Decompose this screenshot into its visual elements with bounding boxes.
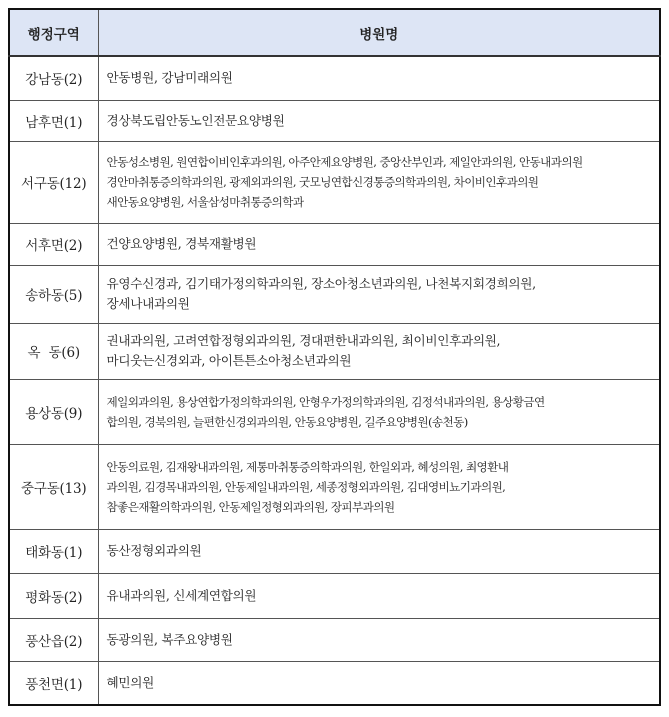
hospital-table (8, 8, 661, 706)
hospital-line: 동산정형외과의원 (106, 543, 202, 558)
region-cell: 평화동(2) (9, 573, 98, 618)
header-row (9, 9, 660, 56)
hospital-line: 안동의료원, 김재왕내과의원, 제통마취통증의학과의원, 한일외과, 혜성의원, 최영환내 (106, 459, 509, 474)
table-row (9, 379, 660, 444)
table-row (9, 529, 660, 573)
table-row (9, 141, 660, 223)
hospital-line: 동광의원, 복주요양병원 (106, 631, 233, 647)
table-row (9, 265, 660, 323)
hospital-line: 참좋은재활의학과의원, 안동제일정형외과의원, 장피부과의원 (106, 499, 395, 514)
hospital-cell (98, 223, 660, 265)
region-cell: 풍산읍(2) (9, 618, 98, 661)
hospital-cell (98, 323, 660, 379)
region-cell: 송하동(5) (9, 265, 98, 323)
region-cell: 풍천면(1) (9, 661, 98, 705)
region-cell: 옥 동(6) (9, 323, 98, 379)
table-row (9, 618, 660, 661)
hospital-cell (98, 618, 660, 661)
hospital-cell (98, 100, 660, 141)
region-cell: 용상동(9) (9, 379, 98, 444)
hospital-cell (98, 265, 660, 323)
hospital-cell (98, 444, 660, 529)
region-cell: 서구동(12) (9, 141, 98, 223)
region-cell: 서후면(2) (9, 223, 98, 265)
table-row (9, 223, 660, 265)
hospital-line: 혜민의원 (106, 674, 154, 690)
hospital-line: 경안마취통증의학과의원, 광제외과의원, 굿모닝연합신경통증의학과의원, 차이비인후과의원 (106, 175, 539, 189)
hospital-line: 유영수신경과, 김기태가정의학과의원, 장소아청소년과의원, 나천복지회경희의원, (106, 276, 536, 291)
table-row (9, 56, 660, 100)
hospital-cell (98, 379, 660, 444)
hospital-line: 권내과의원, 고려연합정형외과의원, 경대편한내과의원, 최이비인후과의원, (106, 333, 501, 348)
hospital-line: 과의원, 김경목내과의원, 안동제일내과의원, 세종정형외과의원, 김대영비뇨기과의원, (106, 479, 506, 494)
region-cell: 중구동(13) (9, 444, 98, 529)
hospital-line: 합의원, 경북의원, 늘편한신경외과의원, 안동요양병원, 길주요양병원(송천동) (106, 414, 468, 429)
hospital-line: 안동병원, 강남미래의원 (106, 70, 233, 86)
hospital-line: 새안동요양병원, 서울삼성마취통증의학과 (106, 195, 304, 209)
hospital-cell (98, 661, 660, 705)
table-row (9, 323, 660, 379)
region-cell: 강남동(2) (9, 56, 98, 100)
hospital-cell (98, 573, 660, 618)
hospital-line: 장세나내과의원 (106, 296, 190, 311)
hospital-cell (98, 529, 660, 573)
hospital-line: 유내과의원, 신세계연합의원 (106, 587, 257, 603)
region-cell: 태화동(1) (9, 529, 98, 573)
hospital-line: 제일외과의원, 용상연합가정의학과의원, 안형우가정의학과의원, 김정석내과의원, 용상황금연 (106, 394, 545, 409)
table-row (9, 100, 660, 141)
hospital-cell (98, 141, 660, 223)
table-row (9, 444, 660, 529)
hospital-line: 경상북도립안동노인전문요양병원 (106, 112, 285, 128)
hospital-line: 안동성소병원, 원연합이비인후과의원, 아주안제요양병원, 중앙산부인과, 제일안과의원, 안동내과의원 (106, 155, 583, 169)
hospital-line: 건양요양병원, 경북재활병원 (106, 236, 257, 251)
header-region: 행정구역 (9, 9, 98, 56)
table-row (9, 573, 660, 618)
table-row (9, 661, 660, 705)
hospital-line: 마디웃는신경외과, 아이튼튼소아청소년과의원 (106, 353, 352, 368)
region-cell: 남후면(1) (9, 100, 98, 141)
header-hospital: 병원명 (98, 9, 660, 56)
hospital-cell (98, 56, 660, 100)
